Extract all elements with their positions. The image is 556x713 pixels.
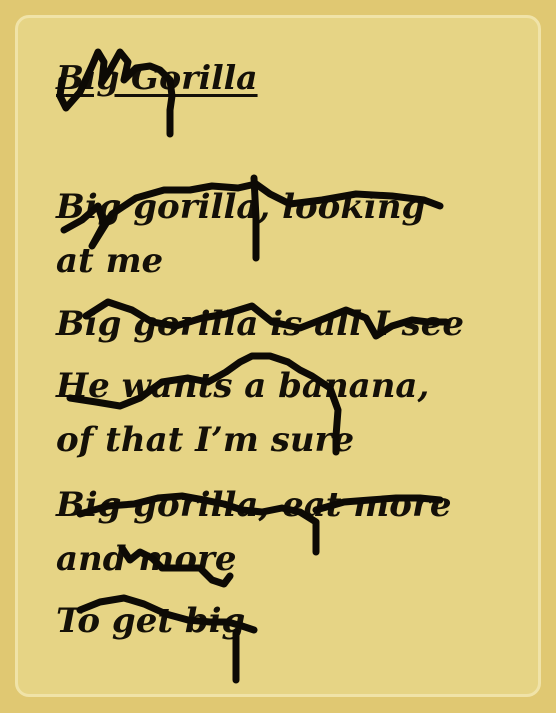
poem-line: Big gorilla, eat more bbox=[56, 485, 452, 525]
poem-line: and more bbox=[56, 539, 237, 579]
poem-line: Big gorilla is all I see bbox=[56, 304, 464, 344]
poem-card bbox=[15, 15, 541, 697]
poem-line: of that I’m sure bbox=[56, 420, 355, 460]
poem-title: Big Gorilla bbox=[56, 58, 258, 97]
poem-line: Big gorilla, looking bbox=[56, 187, 426, 227]
poem-line: He wants a banana, bbox=[56, 366, 430, 406]
poem-line: at me bbox=[56, 241, 164, 281]
poem-line: To get big bbox=[56, 601, 246, 641]
